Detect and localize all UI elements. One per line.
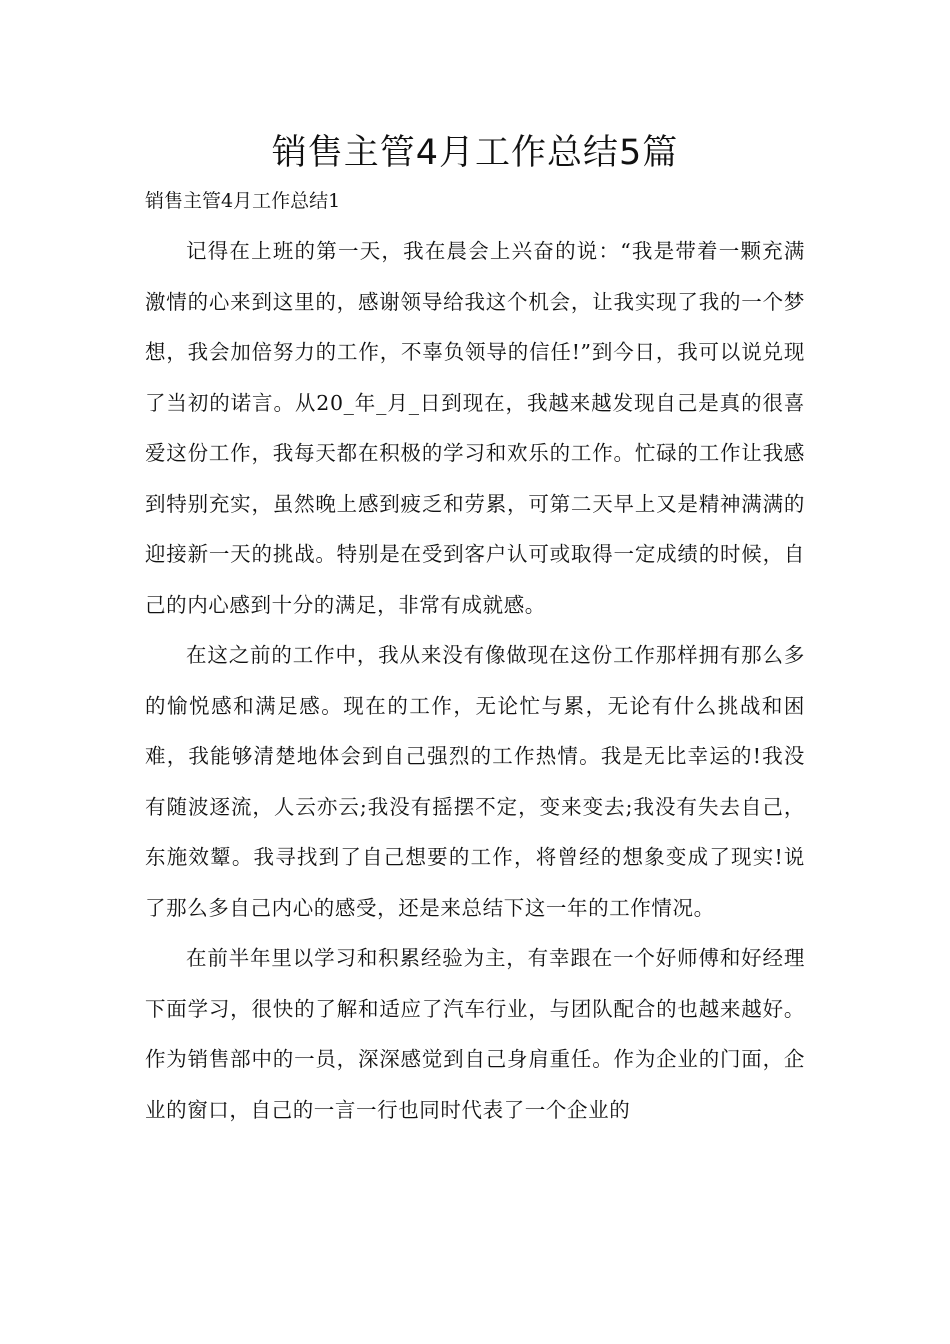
section-heading: 销售主管4月工作总结1 <box>145 190 341 212</box>
paragraph-1: 记得在上班的第一天，我在晨会上兴奋的说：“我是带着一颗充满激情的心来到这里的，感谢领导给我这个机会，让我实现了我的一个梦想，我会加倍努力的工作，不辜负领导的信任!”到今日，我可以说兑现了当初的诺言。从20_年_月_日到现在，我越来越发现自己是真的很喜爱这份工作，我每天都在积极的学习和欢乐的工作。忙碌的工作让我感到特别充实，虽然晚上感到疲乏和劳累，可第二天早上又是精神满满的迎接新一天的挑战。特别是在受到客户认可或取得一定成绩的时候，自己的内心感到十分的满足，非常有成就感。 <box>145 239 805 617</box>
document-body <box>145 226 805 1135</box>
document-title: 销售主管4月工作总结5篇 <box>271 133 679 173</box>
paragraph-2: 在这之前的工作中，我从来没有像做现在这份工作那样拥有那么多的愉悦感和满足感。现在的工作，无论忙与累，无论有什么挑战和困难，我能够清楚地体会到自己强烈的工作热情。我是无比幸运的!我没有随波逐流，人云亦云;我没有摇摆不定，变来变去;我没有失去自己，东施效颦。我寻找到了自己想要的工作，将曾经的想象变成了现实!说了那么多自己内心的感受，还是来总结下这一年的工作情况。 <box>145 643 805 920</box>
paragraph-3: 在前半年里以学习和积累经验为主，有幸跟在一个好师傅和好经理下面学习，很快的了解和适应了汽车行业，与团队配合的也越来越好。作为销售部中的一员，深深感觉到自己身肩重任。作为企业的门面，企业的窗口，自己的一言一行也同时代表了一个企业的 <box>145 946 805 1122</box>
